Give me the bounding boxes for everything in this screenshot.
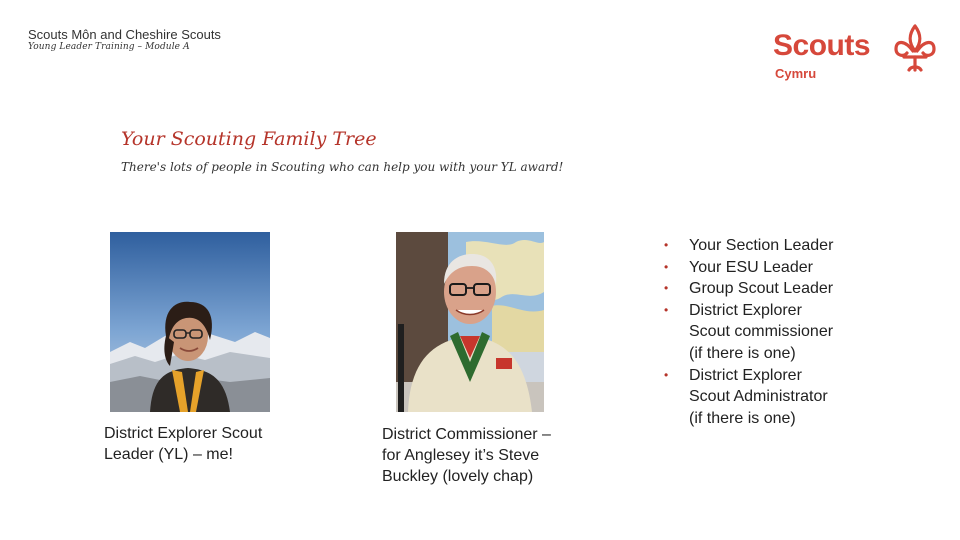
list-item-line: (if there is one) [689,409,796,427]
slide-title: Your Scouting Family Tree [121,128,377,150]
commissioner-caption-line: District Commissioner – [382,426,551,443]
slide-subtitle: There's lots of people in Scouting who can help you with your YL award! [121,160,564,174]
list-item: • District Explorer Scout Administrator (if there is one) [660,365,860,430]
list-item-line: District Explorer [689,301,802,319]
list-item-line: District Explorer [689,366,802,384]
leader-caption-line: Leader (YL) – me! [104,446,233,463]
list-item: • Your Section Leader [660,235,860,257]
commissioner-photo [396,232,544,412]
list-item-line: (if there is one) [689,344,796,362]
list-item-line: Group Scout Leader [689,280,834,298]
logo-region: Cymru [775,66,817,81]
list-item: • District Explorer Scout commissioner (if there is one) [660,300,860,365]
list-item-line: Scout commissioner [689,323,834,341]
list-item: • Your ESU Leader [660,257,860,279]
scouts-cymru-logo [773,24,938,84]
module-subtitle: Young Leader Training – Module A [28,42,190,52]
commissioner-caption-line: Buckley (lovely chap) [382,468,534,485]
logo-wordmark: Scouts [773,29,871,62]
leader-caption [104,423,304,465]
list-item-line: Your Section Leader [689,237,834,254]
commissioner-caption-line: for Anglesey it’s Steve [382,447,540,464]
list-item-line: Scout Administrator [689,388,828,406]
list-item: • Group Scout Leader [660,278,860,300]
leader-caption-line: District Explorer Scout [104,425,263,442]
org-title: Scouts Môn and Cheshire Scouts [28,27,221,42]
commissioner-caption [382,424,582,487]
support-list [660,235,860,429]
list-item-line: Your ESU Leader [689,258,813,276]
leader-photo [110,232,270,412]
fleur-de-lis-icon [893,24,937,76]
